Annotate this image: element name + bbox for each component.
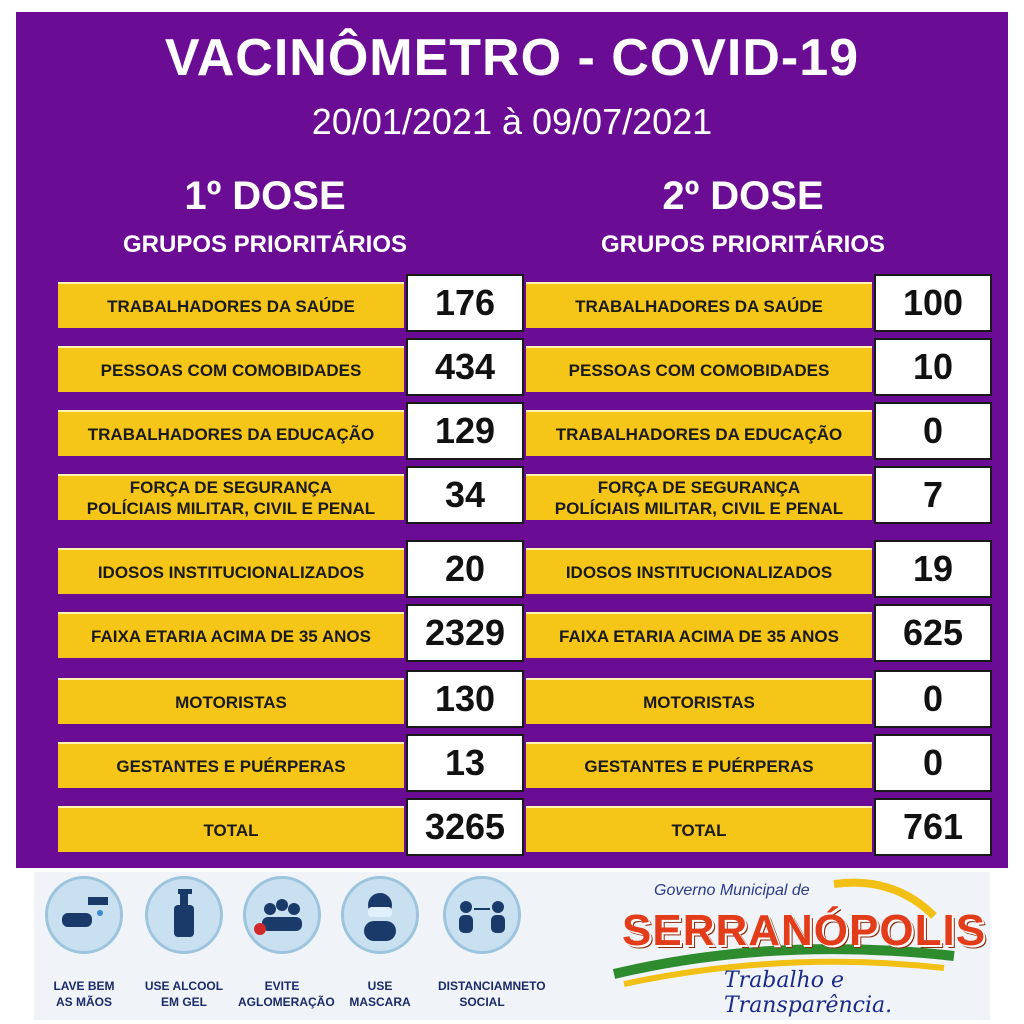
prevention-tip-caption: USE ALCOOL EM GEL <box>144 979 224 1009</box>
period-subtitle: 20/01/2021 à 09/07/2021 <box>311 101 713 142</box>
alcohol-gel-icon <box>145 876 223 954</box>
municipality-logo <box>594 876 987 1018</box>
logo-slogan: Trabalho e Transparência. <box>724 968 893 1018</box>
prevention-tip-caption: EVITE AGLOMERAÇÃO <box>238 979 335 1009</box>
dose1-header <box>40 172 490 260</box>
dose1-row-label: TRABALHADORES DA SAÚDE <box>58 282 404 328</box>
prevention-tip <box>140 876 228 1010</box>
dose2-row-label: TRABALHADORES DA SAÚDE <box>526 282 872 328</box>
vaccine-board <box>16 12 1008 868</box>
dose1-row-value: 20 <box>406 540 524 598</box>
dose2-row-label: PESSOAS COM COMOBIDADES <box>526 346 872 392</box>
dose2-row-value: 0 <box>874 670 992 728</box>
dose2-row-label: FORÇA DE SEGURANÇA POLÍCIAIS MILITAR, CIVIL E PENAL <box>526 474 872 520</box>
dose1-row-value: 2329 <box>406 604 524 662</box>
dose1-row-label: FORÇA DE SEGURANÇA POLÍCIAIS MILITAR, CIVIL E PENAL <box>58 474 404 520</box>
dose2-title: 2º DOSE <box>662 174 824 218</box>
dose1-row-value: 34 <box>406 466 524 524</box>
dose1-row-label: PESSOAS COM COMOBIDADES <box>58 346 404 392</box>
dose1-row-label: IDOSOS INSTITUCIONALIZADOS <box>58 548 404 594</box>
dose1-row-value: 13 <box>406 734 524 792</box>
logo-name: SERRANÓPOLIS <box>622 906 987 955</box>
dose1-row-value: 129 <box>406 402 524 460</box>
dose1-row-label: MOTORISTAS <box>58 678 404 724</box>
prevention-tip-caption: LAVE BEM AS MÃOS <box>53 979 115 1009</box>
dose2-row-label: GESTANTES E PUÉRPERAS <box>526 742 872 788</box>
dose2-row-value: 100 <box>874 274 992 332</box>
dose1-row-label: FAIXA ETARIA ACIMA DE 35 ANOS <box>58 612 404 658</box>
mask-icon <box>341 876 419 954</box>
crowd-icon <box>243 876 321 954</box>
dose2-row-value: 19 <box>874 540 992 598</box>
prevention-tip-caption: DISTANCIAMNETO SOCIAL <box>438 979 546 1009</box>
dose2-row-value: 625 <box>874 604 992 662</box>
dose1-subtitle: GRUPOS PRIORITÁRIOS <box>122 231 408 258</box>
dose1-row-label: TOTAL <box>58 806 404 852</box>
hand-wash-icon <box>45 876 123 954</box>
dose1-row-value: 130 <box>406 670 524 728</box>
dose2-row-label: MOTORISTAS <box>526 678 872 724</box>
dose1-row-label: GESTANTES E PUÉRPERAS <box>58 742 404 788</box>
prevention-tip <box>238 876 335 1010</box>
dose1-title: 1º DOSE <box>184 174 346 218</box>
prevention-tip <box>438 876 546 1010</box>
prevention-tip <box>40 876 128 1010</box>
dose2-header <box>518 172 968 260</box>
logo-top-text: Governo Municipal de <box>654 882 810 899</box>
dose2-row-value: 0 <box>874 734 992 792</box>
dose1-row-label: TRABALHADORES DA EDUCAÇÃO <box>58 410 404 456</box>
dose2-row-value: 0 <box>874 402 992 460</box>
distancing-icon <box>443 876 521 954</box>
dose2-row-value: 761 <box>874 798 992 856</box>
prevention-footer <box>34 872 990 1020</box>
dose2-row-value: 7 <box>874 466 992 524</box>
dose1-row-value: 434 <box>406 338 524 396</box>
prevention-tip <box>336 876 424 1010</box>
dose2-subtitle: GRUPOS PRIORITÁRIOS <box>600 231 886 258</box>
dose2-row-label: TOTAL <box>526 806 872 852</box>
dose2-row-label: TRABALHADORES DA EDUCAÇÃO <box>526 410 872 456</box>
dose2-row-label: FAIXA ETARIA ACIMA DE 35 ANOS <box>526 612 872 658</box>
dose1-row-value: 176 <box>406 274 524 332</box>
dose1-row-value: 3265 <box>406 798 524 856</box>
dose2-row-label: IDOSOS INSTITUCIONALIZADOS <box>526 548 872 594</box>
prevention-tip-caption: USE MASCARA <box>349 979 411 1009</box>
dose2-row-value: 10 <box>874 338 992 396</box>
page-title: VACINÔMETRO - COVID-19 <box>164 29 860 87</box>
